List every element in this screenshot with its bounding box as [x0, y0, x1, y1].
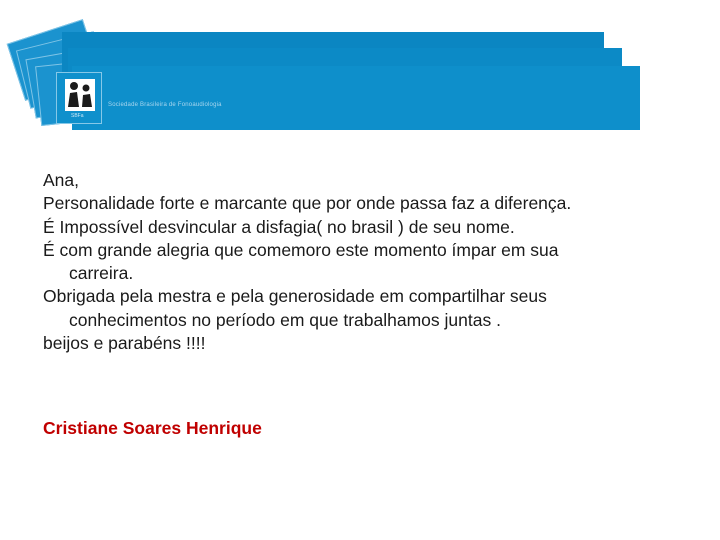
- society-logo: [56, 72, 102, 124]
- logo-figure-icon: [63, 77, 97, 113]
- banner-caption: Sociedade Brasileira de Fonoaudiologia: [108, 102, 222, 108]
- message-line: Obrigada pela mestra e pela generosidade em compartilhar seus: [43, 286, 547, 307]
- message-line: É Impossível desvincular a disfagia( no brasil ) de seu nome.: [43, 216, 515, 237]
- message-body: [43, 169, 683, 355]
- message-line: beijos e parabéns !!!!: [43, 333, 206, 354]
- message-line: Personalidade forte e marcante que por onde passa faz a diferença.: [43, 193, 572, 214]
- banner-band: [72, 66, 640, 130]
- message-line: Ana,: [43, 170, 79, 190]
- message-line: É com grande alegria que comemoro este momento ímpar em sua: [43, 239, 559, 260]
- header-banner: [0, 0, 720, 140]
- logo-caption: SBFa: [71, 113, 84, 119]
- message-line: carreira.: [69, 263, 134, 284]
- message-line: conhecimentos no período em que trabalhamos juntas .: [69, 309, 501, 330]
- signature: Cristiane Soares Henrique: [43, 418, 262, 438]
